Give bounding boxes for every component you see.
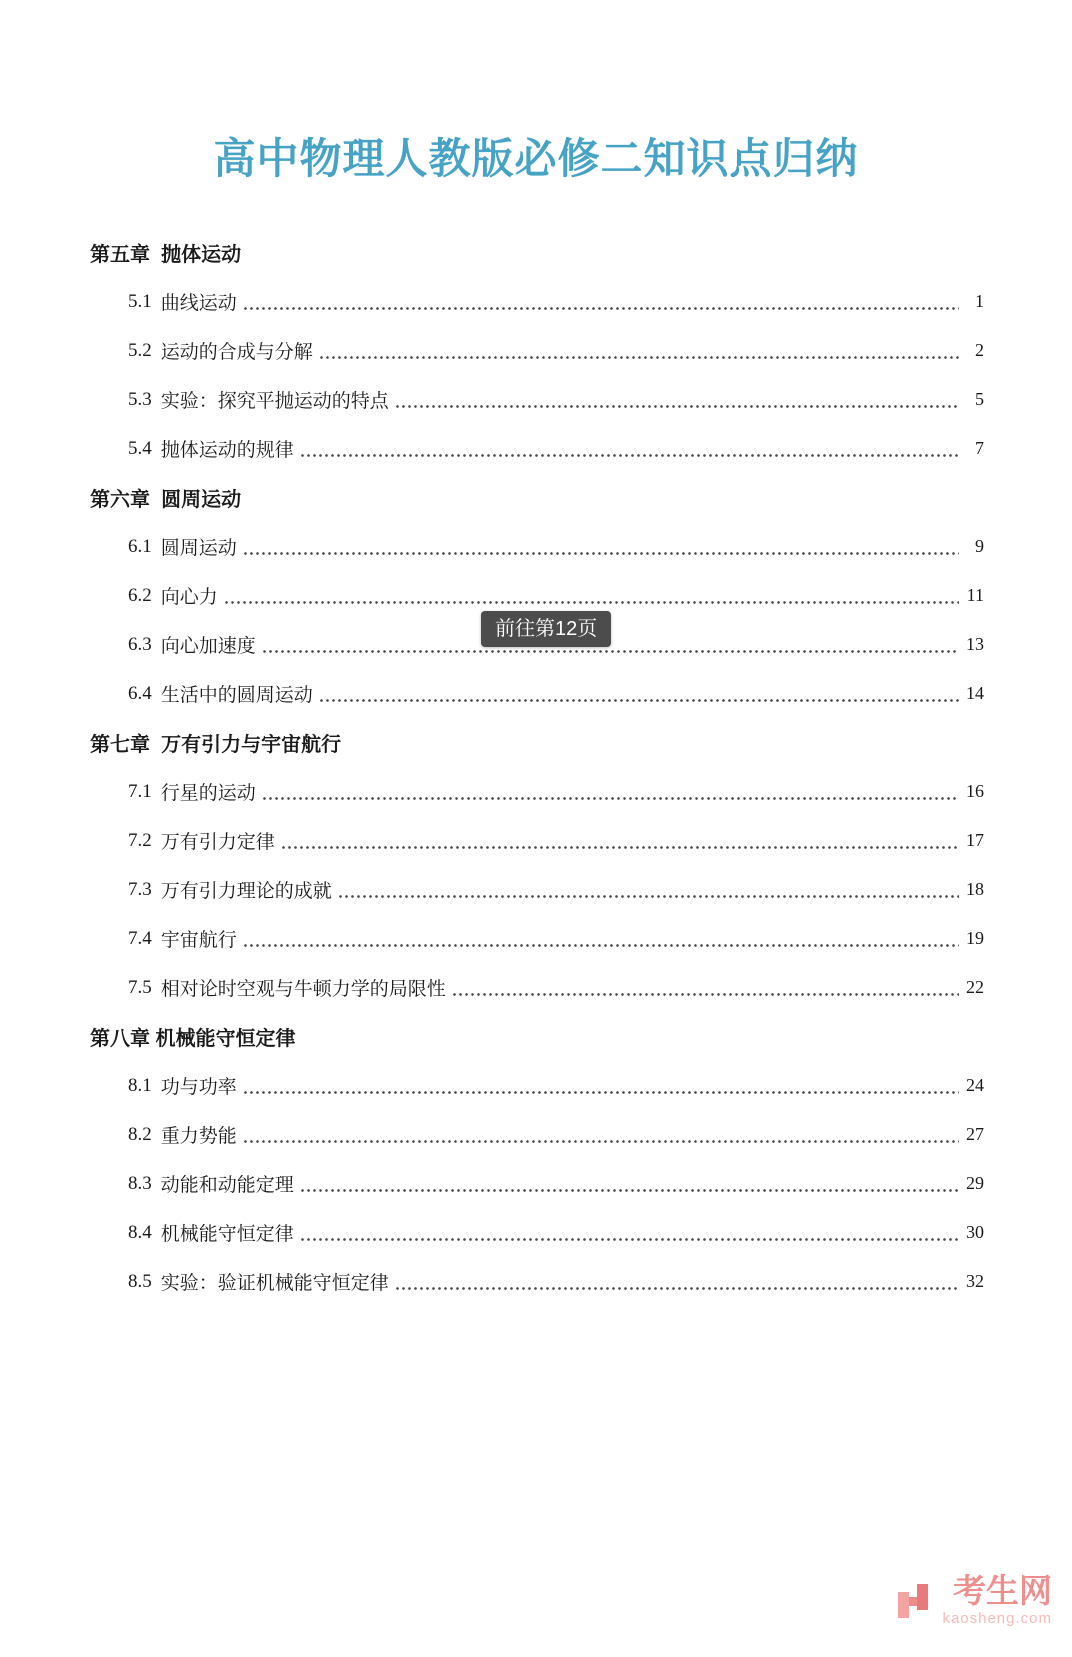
toc-entry-number: 8.1 <box>128 1074 152 1096</box>
toc-entry-number: 5.4 <box>128 437 152 459</box>
toc-entry-page: 19 <box>966 928 984 948</box>
toc-entry-page: 5 <box>975 389 984 409</box>
toc-entry-number: 5.1 <box>128 290 152 312</box>
toc-entry[interactable] <box>90 767 984 816</box>
toc-chapter-heading <box>90 473 984 522</box>
toc-entry-number: 8.2 <box>128 1123 152 1145</box>
watermark-domain: kaosheng.com <box>942 1610 1052 1627</box>
toc-entry-page: 1 <box>975 291 984 311</box>
dot-leader <box>301 454 959 457</box>
dot-leader <box>225 601 959 604</box>
toc-entry[interactable] <box>90 1061 984 1110</box>
toc-entry-page: 14 <box>966 683 984 703</box>
toc-entry-label: 抛体运动的规律 <box>160 440 294 461</box>
dot-leader <box>244 307 959 310</box>
toc-entry-page: 24 <box>966 1075 984 1095</box>
toc-entry-number: 6.2 <box>128 584 152 606</box>
watermark-text <box>942 1574 1052 1627</box>
table-of-contents <box>90 228 984 1306</box>
toc-entry-label: 圆周运动 <box>160 538 237 559</box>
toc-entry[interactable] <box>90 963 984 1012</box>
toc-entry-number: 5.3 <box>128 388 152 410</box>
toc-entry-label: 向心力 <box>160 587 218 608</box>
dot-leader <box>244 552 959 555</box>
toc-entry-label: 宇宙航行 <box>160 930 237 951</box>
toc-chapter-heading <box>90 1012 984 1061</box>
toc-entry[interactable] <box>90 1110 984 1159</box>
toc-entry-number: 7.5 <box>128 976 152 998</box>
dot-leader <box>339 895 959 898</box>
toc-entry-page: 22 <box>966 977 984 997</box>
watermark-site-name: 考生网 <box>953 1572 1052 1609</box>
toc-entry-label: 实验：验证机械能守恒定律 <box>160 1273 389 1294</box>
toc-entry-label: 机械能守恒定律 <box>160 1224 294 1245</box>
toc-entry[interactable] <box>90 1257 984 1306</box>
toc-chapter-title: 第六章 圆周运动 <box>90 489 242 511</box>
toc-entry-label: 生活中的圆周运动 <box>160 685 313 706</box>
toc-entry-number: 7.1 <box>128 780 152 802</box>
toc-entry-page: 30 <box>966 1222 984 1242</box>
toc-entry-label: 万有引力定律 <box>160 832 275 853</box>
toc-entry-number: 7.3 <box>128 878 152 900</box>
toc-entry[interactable] <box>90 669 984 718</box>
toc-entry-page: 29 <box>966 1173 984 1193</box>
toc-entry-page: 9 <box>975 536 984 556</box>
toc-entry-label: 重力势能 <box>160 1126 237 1147</box>
toc-entry[interactable] <box>90 375 984 424</box>
toc-chapter-title: 第七章 万有引力与宇宙航行 <box>90 734 342 756</box>
toc-entry[interactable] <box>90 1159 984 1208</box>
toc-entry-number: 8.4 <box>128 1221 152 1243</box>
go-to-page-button[interactable]: 前往第12页 <box>481 611 611 647</box>
dot-leader <box>282 846 959 849</box>
toc-entry-page: 2 <box>975 340 984 360</box>
toc-chapter-title: 第八章 机械能守恒定律 <box>90 1028 296 1050</box>
dot-leader <box>244 1140 959 1143</box>
toc-entry-label: 功与功率 <box>160 1077 237 1098</box>
toc-entry-number: 8.3 <box>128 1172 152 1194</box>
dot-leader <box>244 944 959 947</box>
dot-leader <box>244 1091 959 1094</box>
toc-entry-number: 5.2 <box>128 339 152 361</box>
toc-entry-page: 13 <box>966 634 984 654</box>
toc-entry-number: 7.4 <box>128 927 152 949</box>
toc-entry-label: 行星的运动 <box>160 783 256 804</box>
dot-leader <box>320 699 959 702</box>
dot-leader <box>301 1238 959 1241</box>
toc-entry-number: 8.5 <box>128 1270 152 1292</box>
toc-entry-page: 18 <box>966 879 984 899</box>
toc-entry-page: 11 <box>966 585 984 605</box>
toc-entry-label: 动能和动能定理 <box>160 1175 294 1196</box>
toc-entry[interactable] <box>90 865 984 914</box>
toc-entry[interactable] <box>90 424 984 473</box>
toc-entry-page: 32 <box>966 1271 984 1291</box>
dot-leader <box>320 356 959 359</box>
toc-entry-label: 运动的合成与分解 <box>160 342 313 363</box>
watermark <box>893 1574 1052 1627</box>
toc-entry-page: 7 <box>975 438 984 458</box>
toc-entry-number: 6.3 <box>128 633 152 655</box>
toc-entry-page: 16 <box>966 781 984 801</box>
toc-entry-page: 17 <box>966 830 984 850</box>
toc-entry[interactable] <box>90 277 984 326</box>
kaosheng-logo-icon <box>893 1580 935 1622</box>
toc-entry[interactable] <box>90 522 984 571</box>
toc-entry-label: 相对论时空观与牛顿力学的局限性 <box>160 979 446 1000</box>
dot-leader <box>263 797 959 800</box>
toc-entry-label: 万有引力理论的成就 <box>160 881 332 902</box>
toc-entry[interactable] <box>90 914 984 963</box>
toc-entry[interactable] <box>90 326 984 375</box>
toc-entry-number: 7.2 <box>128 829 152 851</box>
toc-entry[interactable] <box>90 816 984 865</box>
toc-chapter-heading <box>90 718 984 767</box>
dot-leader <box>396 405 959 408</box>
toc-entry-label: 实验：探究平抛运动的特点 <box>160 391 389 412</box>
toc-entry-number: 6.1 <box>128 535 152 557</box>
dot-leader <box>396 1287 959 1290</box>
toc-entry-number: 6.4 <box>128 682 152 704</box>
page-title: 高中物理人教版必修二知识点归纳 <box>213 135 859 182</box>
toc-entry-label: 曲线运动 <box>160 293 237 314</box>
toc-entry[interactable] <box>90 1208 984 1257</box>
toc-entry-page: 27 <box>966 1124 984 1144</box>
dot-leader <box>301 1189 959 1192</box>
dot-leader <box>453 993 959 996</box>
dot-leader <box>263 650 959 653</box>
toc-chapter-title: 第五章 抛体运动 <box>90 244 242 266</box>
toc-entry-label: 向心加速度 <box>160 636 256 657</box>
toc-chapter-heading <box>90 228 984 277</box>
